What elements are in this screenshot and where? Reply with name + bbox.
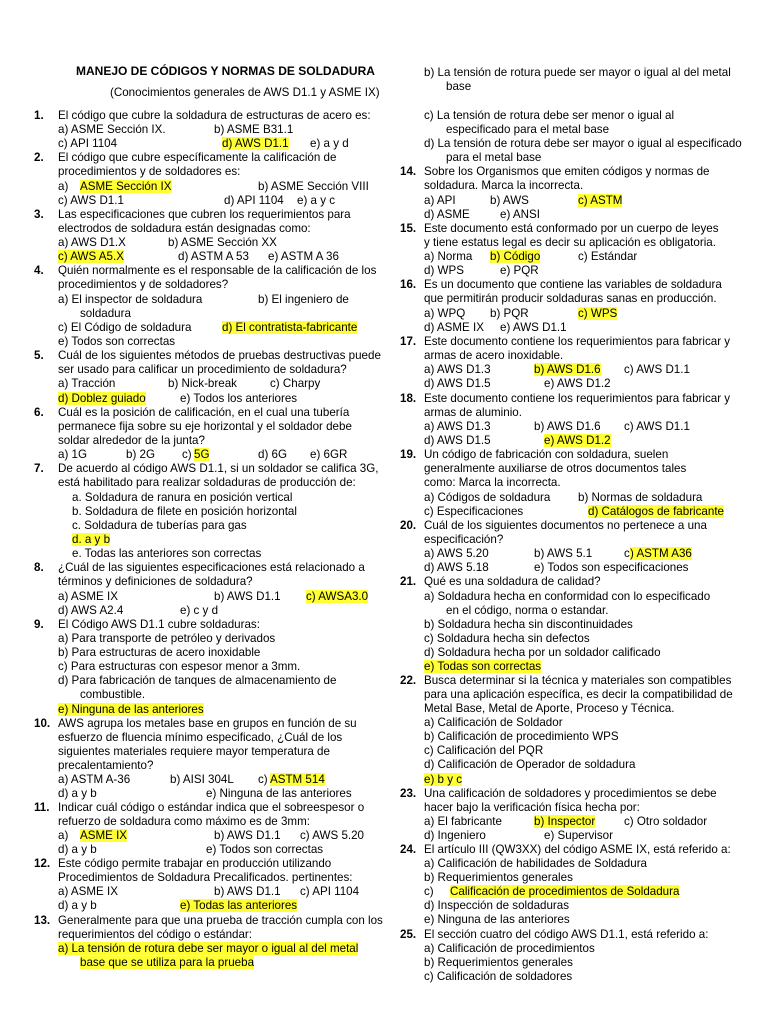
highlighted-answer: d) El contratista-fabricante — [222, 321, 358, 334]
text-line: soldar alrededor de la junta? — [58, 434, 205, 447]
text-line: b) AWS 5.1 — [534, 547, 593, 560]
text-line: e) Ninguna de las anteriores — [424, 913, 570, 926]
text-line: Este documento contiene los requerimientos para fabricar y — [424, 392, 731, 405]
text-line: b) El ingeniero de — [258, 293, 349, 306]
text-line: El código que cubre la soldadura de estructuras de acero es: — [58, 109, 371, 122]
page-subtitle: (Conocimientos generales de AWS D1.1 y ASME IX) — [110, 86, 380, 99]
highlighted-answer: ASME IX — [80, 829, 128, 842]
text-line: Las especificaciones que cubren los requerimientos para — [58, 208, 351, 221]
text-line: ser usado para calificar un procedimiento de soldadura? — [58, 363, 347, 376]
text-line: a) ASME Sección IX. — [58, 123, 166, 136]
text-line: especificación? — [424, 533, 504, 546]
question-number: 25. — [400, 928, 417, 941]
text-line: e) AWS D1.1 — [500, 321, 567, 334]
text-line: Este código permite trabajar en producción utilizando — [58, 857, 332, 870]
text-line: b) AWS D1.6 — [534, 420, 601, 433]
question-number: 20. — [400, 519, 417, 532]
question-number: 2. — [34, 151, 44, 164]
text-line: e) PQR — [500, 264, 539, 277]
text-line: d) Inspección de soldaduras — [424, 899, 570, 912]
text-line: a) ASTM A-36 — [58, 773, 131, 786]
question-number: 7. — [34, 462, 44, 475]
text-line: b) Soldadura hecha sin discontinuidades — [424, 618, 633, 631]
text-line: a) WPQ — [424, 307, 466, 320]
text-line: Qué es una soldadura de calidad? — [424, 575, 601, 588]
text-line: El código que cubre específicamente la calificación de — [58, 151, 337, 164]
text-line: De acuerdo al código AWS D1.1, si un soldador se califica 3G, — [58, 462, 379, 475]
highlighted-answer: e) Todas son correctas — [424, 660, 542, 673]
text-line: c) AWS 5.20 — [300, 829, 365, 842]
text-line: b) AWS — [490, 194, 529, 207]
highlighted-answer: c) WPS — [578, 307, 618, 320]
text-line: c) Para estructuras con espesor menor a 3mm. — [58, 660, 301, 673]
question-number: 1. — [34, 109, 44, 122]
question-number: 12. — [34, 857, 51, 870]
question-number: 23. — [400, 787, 417, 800]
text-line: c) AWS D1.1 — [58, 194, 124, 207]
highlighted-answer: ) ASTM A36 — [630, 547, 692, 560]
text-line: en el código, norma o estandar. — [446, 604, 609, 617]
text-line: e) Todos son especificaciones — [534, 561, 689, 574]
text-line: a) API — [424, 194, 456, 207]
text-line: e) ASTM A 36 — [268, 250, 339, 263]
text-line: combustible. — [80, 688, 146, 701]
question-number: 6. — [34, 406, 44, 419]
highlighted-answer: ASTM 514 — [270, 773, 325, 786]
text-line: a) AWS D1.3 — [424, 363, 491, 376]
text-line: d) ASTM A 53 — [178, 250, 249, 263]
text-line: c) AWS D1.1 — [624, 363, 690, 376]
text-line: que permitirán producir soldaduras sanas en producción. — [424, 292, 717, 305]
highlighted-answer: d) AWS D1.1 — [222, 137, 289, 150]
text-line: b) La tensión de rotura puede ser mayor o igual al del metal — [424, 66, 731, 79]
text-line: d) ASME IX — [424, 321, 484, 334]
question-number: 19. — [400, 448, 417, 461]
text-line: El sección cuatro del código AWS D1.1, está referido a: — [424, 928, 709, 941]
text-line: Es un documento que contiene las variables de soldadura — [424, 278, 722, 291]
question-number: 10. — [34, 717, 51, 730]
text-line: d) ASME — [424, 208, 470, 221]
highlighted-answer: e) b y c — [424, 773, 463, 786]
text-line: b) AWS D1.1 — [214, 590, 281, 603]
highlighted-answer: 5G — [194, 448, 210, 461]
text-line: c) Estándar — [578, 250, 638, 263]
highlighted-answer: b) Código — [490, 250, 541, 263]
text-line: procedimientos y de soldadores? — [58, 278, 229, 291]
text-line: c) El Código de soldadura — [58, 321, 192, 334]
question-number: 17. — [400, 335, 417, 348]
text-line: c) — [424, 885, 434, 898]
text-line: a) AWS D1.3 — [424, 420, 491, 433]
text-line: d) a y b — [58, 843, 97, 856]
text-line: e) 6GR — [310, 448, 348, 461]
text-line: a) Soldadura hecha en conformidad con lo especificado — [424, 590, 711, 603]
text-line: d) La tensión de rotura debe ser mayor o igual al especificado — [424, 137, 742, 150]
text-line: b) AWS D1.1 — [214, 829, 281, 842]
text-line: para el metal base — [446, 151, 542, 164]
text-line: e. Todas las anteriores son correctas — [72, 547, 262, 560]
text-line: e) c y d — [180, 604, 219, 617]
text-line: c) Especificaciones — [424, 505, 524, 518]
text-line: a) Tracción — [58, 377, 116, 390]
text-line: Este documento está conformado por un cuerpo de leyes — [424, 222, 719, 235]
text-line: AWS agrupa los metales base en grupos en función de su — [58, 717, 357, 730]
text-line: e) a y c — [297, 194, 336, 207]
text-line: permanece fija sobre su eje horizontal y el soldador debe — [58, 420, 352, 433]
text-line: d) 6G — [258, 448, 287, 461]
text-line: soldadura. Marca la incorrecta. — [424, 179, 584, 192]
text-line: c) Soldadura hecha sin defectos — [424, 632, 590, 645]
text-line: c) Otro soldador — [624, 815, 708, 828]
text-line: generalmente auxiliarse de otros documentos tales — [424, 462, 687, 475]
text-line: El artículo III (QW3XX) del código ASME IX, está referido a: — [424, 843, 731, 856]
text-line: a) ASME IX — [58, 885, 118, 898]
highlighted-answer: c) AWS A5.X — [58, 250, 124, 263]
text-line: precalentamiento? — [58, 759, 154, 772]
text-line: Una calificación de soldadores y procedimientos se debe — [424, 787, 717, 800]
text-line: está habilitado para realizar soldaduras de producción de: — [58, 476, 356, 489]
text-line: d) AWS D1.5 — [424, 377, 491, 390]
text-line: d) API 1104 — [224, 194, 284, 207]
text-line: e) Supervisor — [544, 829, 613, 842]
text-line: c) La tensión de rotura debe ser menor o igual al — [424, 109, 675, 122]
text-line: siguientes materiales requiere mayor temperatura de — [58, 745, 330, 758]
question-number: 11. — [34, 801, 50, 814]
text-line: b) 2G — [126, 448, 155, 461]
text-line: b) AWS D1.1 — [214, 885, 281, 898]
text-line: Cuál es la posición de calificación, en el cual una tubería — [58, 406, 350, 419]
highlighted-answer: c) ASTM — [578, 194, 623, 207]
text-line: Generalmente para que una prueba de tracción cumpla con los — [58, 914, 383, 927]
question-number: 15. — [400, 222, 417, 235]
text-line: hacer bajo la verificación física hecha por: — [424, 801, 640, 814]
text-line: c) — [182, 448, 192, 461]
text-line: c) Calificación del PQR — [424, 744, 544, 757]
text-line: a) — [58, 829, 69, 842]
highlighted-answer: c) AWSA3.0 — [306, 590, 369, 603]
question-number: 14. — [400, 165, 417, 178]
text-line: c — [624, 547, 630, 560]
highlighted-answer: d) Catálogos de fabricante — [588, 505, 724, 518]
text-line: c) AWS D1.1 — [624, 420, 690, 433]
text-line: a) El inspector de soldadura — [58, 293, 203, 306]
text-line: ¿Cuál de las siguientes especificaciones está relacionado a — [58, 561, 365, 574]
text-line: b) Requerimientos generales — [424, 956, 573, 969]
highlighted-answer: b) AWS D1.6 — [534, 363, 601, 376]
text-line: El Código AWS D1.1 cubre soldaduras: — [58, 618, 260, 631]
text-line: Quién normalmente es el responsable de la calificación de los — [58, 264, 377, 277]
question-number: 8. — [34, 561, 44, 574]
question-number: 24. — [400, 843, 417, 856]
text-line: base — [446, 80, 472, 93]
text-line: Sobre los Organismos que emiten códigos y normas de — [424, 165, 710, 178]
question-number: 13. — [34, 914, 51, 927]
text-line: para una aplicación específica, es decir la compatibilidad de — [424, 688, 733, 701]
text-line: términos y definiciones de soldadura? — [58, 575, 253, 588]
text-line: Un código de fabricación con soldadura, suelen — [424, 448, 669, 461]
text-line: soldadura — [80, 307, 131, 320]
text-line: d) WPS — [424, 264, 464, 277]
text-line: a) Calificación de procedimientos — [424, 942, 595, 955]
question-number: 18. — [400, 392, 417, 405]
text-line: c. Soldadura de tuberías para gas — [72, 519, 247, 532]
text-line: d) AWS 5.18 — [424, 561, 489, 574]
text-line: c) — [258, 773, 268, 786]
text-line: Indicar cuál código o estándar indica que el sobreespesor o — [58, 801, 365, 814]
text-line: b) ASME Sección XX — [168, 236, 277, 249]
highlighted-answer: base que se utiliza para la prueba — [80, 956, 255, 969]
text-line: b) Para estructuras de acero inoxidable — [58, 646, 261, 659]
text-line: b. Soldadura de filete en posición horizontal — [72, 505, 297, 518]
text-line: Busca determinar si la técnica y materiales son compatibles — [424, 674, 732, 687]
highlighted-answer: d) Doblez guiado — [58, 392, 146, 405]
text-line: electrodos de soldadura están designadas como: — [58, 222, 311, 235]
text-line: a) Para transporte de petróleo y derivados — [58, 632, 276, 645]
text-line: refuerzo de soldadura como máximo es de 3mm: — [58, 815, 310, 828]
text-line: armas de aluminio. — [424, 406, 522, 419]
text-line: d) AWS D1.5 — [424, 434, 491, 447]
text-line: c) Charpy — [270, 377, 321, 390]
text-line: a) AWS 5.20 — [424, 547, 489, 560]
text-line: e) ANSI — [500, 208, 540, 221]
text-line: como: Marca la incorrecta. — [424, 476, 561, 489]
highlighted-answer: ASME Sección IX — [80, 180, 172, 193]
text-line: b) Nick-break — [168, 377, 237, 390]
text-line: d) Ingeniero — [424, 829, 486, 842]
text-line: e) a y d — [310, 137, 349, 150]
text-line: b) AISI 304L — [170, 773, 234, 786]
text-line: e) AWS D1.2 — [544, 377, 611, 390]
question-number: 9. — [34, 618, 44, 631]
text-line: a) Calificación de habilidades de Soldadura — [424, 857, 648, 870]
question-number: 4. — [34, 264, 44, 277]
page-title: MANEJO DE CÓDIGOS Y NORMAS DE SOLDADURA — [76, 64, 375, 78]
text-line: armas de acero inoxidable. — [424, 349, 564, 362]
question-number: 3. — [34, 208, 44, 221]
text-line: a) Calificación de Soldador — [424, 716, 563, 729]
text-line: d) Soldadura hecha por un soldador calificado — [424, 646, 661, 659]
text-line: procedimientos y de soldadores es: — [58, 165, 241, 178]
text-line: b) ASME Sección VIII — [258, 180, 369, 193]
text-line: e) Todos son correctas — [58, 335, 176, 348]
text-line: Metal Base, Metal de Aporte, Proceso y Técnica. — [424, 702, 675, 715]
text-line: d) AWS A2.4 — [58, 604, 124, 617]
text-line: y tiene estatus legal es decir su aplicación es obligatoria. — [424, 236, 716, 249]
text-line: esfuerzo de fluencia mínimo especificado, ¿Cuál de los — [58, 731, 343, 744]
text-line: d) Calificación de Operador de soldadura — [424, 758, 636, 771]
question-number: 16. — [400, 278, 417, 291]
text-line: d) a y b — [58, 787, 97, 800]
text-line: d) Para fabricación de tanques de almacenamiento de — [58, 674, 337, 687]
highlighted-answer: e) AWS D1.2 — [544, 434, 611, 447]
text-line: e) Todos los anteriores — [180, 392, 298, 405]
text-line: a) ASME IX — [58, 590, 118, 603]
text-line: a) — [58, 180, 69, 193]
highlighted-answer: d. a y b — [72, 533, 111, 546]
text-line: Cuál de los siguientes documentos no pertenece a una — [424, 519, 707, 532]
question-number: 5. — [34, 349, 44, 362]
highlighted-answer: b) Inspector — [534, 815, 596, 828]
text-line: Este documento contiene los requerimientos para fabricar y — [424, 335, 731, 348]
text-line: b) Normas de soldadura — [578, 491, 703, 504]
text-line: c) Calificación de soldadores — [424, 970, 573, 983]
text-line: Procedimientos de Soldadura Precalificados. pertinentes: — [58, 871, 353, 884]
text-line: b) Requerimientos generales — [424, 871, 573, 884]
highlighted-answer: e) Todas las anteriores — [180, 899, 298, 912]
text-line: b) PQR — [490, 307, 529, 320]
text-line: a. Soldadura de ranura en posición vertical — [72, 491, 293, 504]
text-line: c) API 1104 — [58, 137, 118, 150]
text-line: d) a y b — [58, 899, 97, 912]
highlighted-answer: e) Ninguna de las anteriores — [58, 703, 204, 716]
text-line: e) Todos son correctas — [206, 843, 324, 856]
text-line: b) Calificación de procedimiento WPS — [424, 730, 619, 743]
question-number: 22. — [400, 674, 417, 687]
highlighted-answer: Calificación de procedimientos de Soldadura — [450, 885, 680, 898]
text-line: a) Códigos de soldadura — [424, 491, 551, 504]
text-line: a) El fabricante — [424, 815, 502, 828]
text-line: a) 1G — [58, 448, 87, 461]
text-line: b) ASME B31.1 — [214, 123, 294, 136]
text-line: e) Ninguna de las anteriores — [206, 787, 352, 800]
text-line: requerimientos del código o estándar: — [58, 928, 252, 941]
highlighted-answer: a) La tensión de rotura debe ser mayor o igual al del metal — [58, 942, 359, 955]
text-line: a) Norma — [424, 250, 473, 263]
text-line: especificado para el metal base — [446, 123, 610, 136]
question-number: 21. — [400, 575, 417, 588]
text-line: c) API 1104 — [300, 885, 360, 898]
text-line: a) AWS D1.X — [58, 236, 126, 249]
text-line: Cuál de los siguientes métodos de pruebas destructivas puede — [58, 349, 381, 362]
